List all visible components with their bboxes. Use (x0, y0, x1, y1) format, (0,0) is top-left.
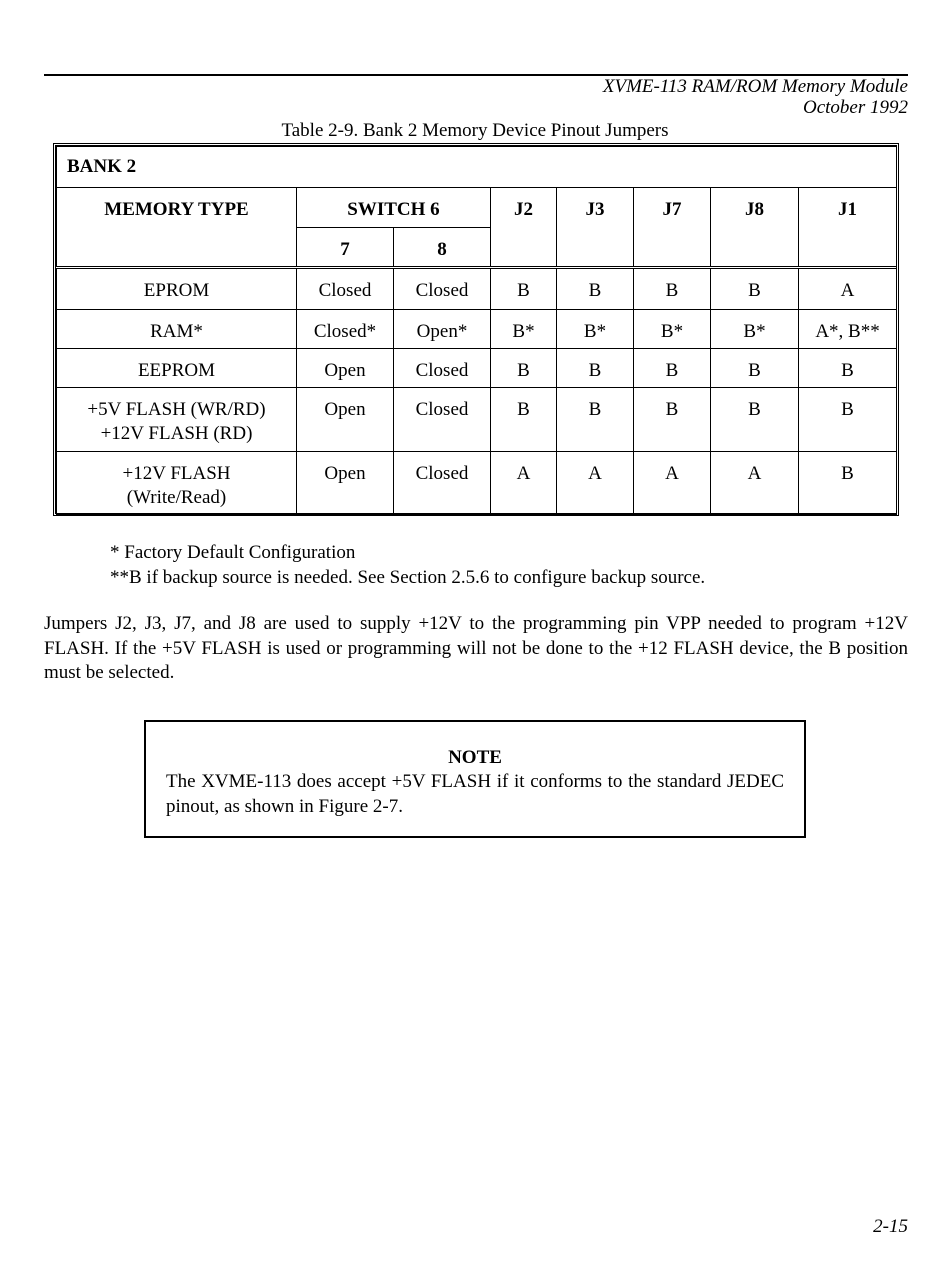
memory-type-line-2: +12V FLASH (RD) (100, 423, 253, 444)
cell-j1: B (799, 388, 897, 452)
header-j7: J7 (634, 188, 711, 268)
header-j3: J3 (557, 188, 634, 268)
cell-memory-type (57, 452, 297, 515)
note-text: The XVME-113 does accept +5V FLASH if it conforms to the standard JEDEC pinout, as shown in Figure 2-7. (166, 771, 784, 817)
header-module-title: XVME-113 RAM/ROM Memory Module (602, 76, 908, 97)
cell-j7: A (634, 452, 711, 515)
header-date: October 1992 (802, 97, 908, 118)
cell-memory-type (57, 388, 297, 452)
cell-j2: B (491, 349, 557, 388)
cell-switch-7: Closed (297, 268, 394, 310)
cell-switch-8: Open* (394, 310, 491, 349)
footnote-default: * Factory Default Configuration (110, 542, 356, 563)
header-switch: SWITCH 6 (297, 188, 491, 228)
cell-j2: B (491, 388, 557, 452)
cell-j2: B* (491, 310, 557, 349)
footnote-backup: **B if backup source is needed. See Section 2.5.6 to configure backup source. (110, 567, 706, 588)
cell-j8: B* (711, 310, 799, 349)
memory-type-line-1: +5V FLASH (WR/RD) (87, 399, 266, 420)
cell-switch-7: Open (297, 388, 394, 452)
cell-j8: B (711, 388, 799, 452)
note-title: NOTE (448, 747, 502, 768)
cell-j3: B* (557, 310, 634, 349)
cell-switch-8: Closed (394, 388, 491, 452)
cell-j8: B (711, 349, 799, 388)
cell-switch-7: Open (297, 452, 394, 515)
body-paragraph: Jumpers J2, J3, J7, and J8 are used to supply +12V to the programming pin VPP needed to program +12V FLASH. If the +5V FLASH is used or programming will not be done to the +12 FLASH device, the B position must be selected. (44, 613, 908, 683)
table-row (57, 310, 897, 349)
table-row (57, 388, 897, 452)
cell-switch-7: Open (297, 349, 394, 388)
note-box (144, 720, 806, 838)
cell-j8: B (711, 268, 799, 310)
cell-j7: B (634, 268, 711, 310)
table-caption: Table 2-9. Bank 2 Memory Device Pinout Jumpers (281, 120, 669, 141)
cell-j7: B (634, 349, 711, 388)
bank-label: BANK 2 (57, 147, 897, 188)
cell-j3: B (557, 268, 634, 310)
cell-j3: B (557, 349, 634, 388)
cell-memory-type: EPROM (57, 268, 297, 310)
cell-memory-type: EEPROM (57, 349, 297, 388)
cell-switch-7: Closed* (297, 310, 394, 349)
header-j8: J8 (711, 188, 799, 268)
cell-memory-type: RAM* (57, 310, 297, 349)
cell-switch-8: Closed (394, 452, 491, 515)
cell-j7: B (634, 388, 711, 452)
page-number: 2-15 (873, 1216, 908, 1237)
cell-j1: A (799, 268, 897, 310)
memory-type-line-1: +12V FLASH (122, 463, 231, 484)
cell-switch-8: Closed (394, 268, 491, 310)
cell-j8: A (711, 452, 799, 515)
jumper-table (56, 146, 897, 515)
table-row (57, 349, 897, 388)
table-row (57, 452, 897, 515)
cell-j2: B (491, 268, 557, 310)
cell-j1: B (799, 349, 897, 388)
cell-j3: B (557, 388, 634, 452)
header-j1: J1 (799, 188, 897, 268)
header-switch-7: 7 (297, 228, 394, 268)
jumper-table-frame (53, 143, 899, 516)
header-memory-type: MEMORY TYPE (57, 188, 297, 268)
running-header (603, 76, 908, 118)
cell-j7: B* (634, 310, 711, 349)
table-row (57, 268, 897, 310)
cell-j1: B (799, 452, 897, 515)
cell-j1: A*, B** (799, 310, 897, 349)
header-switch-8: 8 (394, 228, 491, 268)
table-footnotes (110, 540, 705, 590)
cell-switch-8: Closed (394, 349, 491, 388)
header-j2: J2 (491, 188, 557, 268)
cell-j2: A (491, 452, 557, 515)
cell-j3: A (557, 452, 634, 515)
memory-type-line-2: (Write/Read) (126, 487, 227, 508)
